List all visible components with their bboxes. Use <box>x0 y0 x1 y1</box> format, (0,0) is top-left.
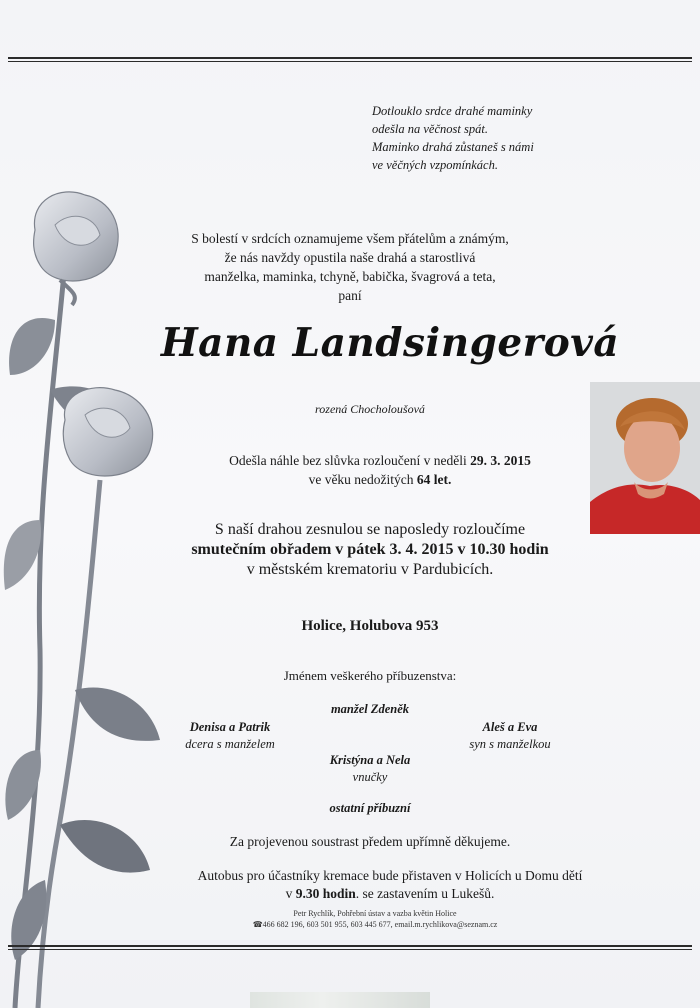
death-age: 64 let. <box>416 472 452 487</box>
rose-head-top <box>34 192 119 305</box>
son-names: Aleš a Eva <box>482 720 538 734</box>
husband-name: manžel Zdeněk <box>330 702 410 716</box>
intro-line: manželka, maminka, tchyně, babička, švagrová a teta, <box>204 269 496 284</box>
daughter-relation: dcera s manželem <box>185 737 275 751</box>
poem-line: ve věčných vzpomínkách. <box>372 158 498 172</box>
top-rule <box>8 57 692 59</box>
ceremony-line2: smutečním obřadem v pátek 3. 4. 2015 v 10.30 hodin <box>191 541 549 558</box>
intro-line: paní <box>338 288 362 303</box>
funeral-service-footer <box>210 908 540 930</box>
ceremony-line1: S naší drahou zesnulou se naposledy rozloučíme <box>214 521 526 538</box>
death-age-text: ve věku nedožitých <box>308 472 417 487</box>
footer-contact: ☎466 682 196, 603 501 955, 603 445 677, email.m.rychlikova@seznam.cz <box>252 920 498 929</box>
address: Holice, Holubova 953 <box>301 618 439 634</box>
grandchildren-names: Kristýna a Nela <box>329 753 411 767</box>
bus-line2-pre: v <box>285 886 296 901</box>
bottom-rule <box>8 945 692 947</box>
family-husband <box>300 701 440 718</box>
family-others <box>300 800 440 817</box>
death-age-line <box>180 470 580 489</box>
ceremony-info <box>170 520 570 580</box>
bus-line1: Autobus pro účastníky kremace bude přistaven v Holicích u Domu dětí <box>197 868 583 883</box>
bus-line2-post: . se zastavením u Lukešů. <box>355 886 495 901</box>
son-relation: syn s manželkou <box>469 737 551 751</box>
family-son <box>440 719 580 753</box>
poem-line: Maminko drahá zůstaneš s námi <box>372 140 534 154</box>
bus-line2 <box>150 885 630 903</box>
bus-info <box>150 867 630 903</box>
portrait-photo <box>590 382 700 534</box>
daughter-names: Denisa a Patrik <box>189 720 271 734</box>
intro-line: S bolestí v srdcích oznamujeme všem přátelům a známým, <box>191 231 509 246</box>
death-date-line <box>180 451 580 470</box>
bus-time: 9.30 hodin <box>295 886 356 901</box>
intro-line: že nás navždy opustila naše drahá a starostlivá <box>224 250 476 265</box>
scan-edge-strip <box>250 992 430 1008</box>
memorial-poem <box>372 102 632 174</box>
other-relatives: ostatní příbuzní <box>329 801 411 815</box>
death-info <box>180 451 580 489</box>
thanks-line: Za projevenou soustrast předem upřímně děkujeme. <box>229 834 511 849</box>
rose-head-bottom <box>63 388 152 476</box>
top-rule-thin <box>8 61 692 62</box>
footer-company: Petr Rychlík, Pohřební ústav a vazba květin Holice <box>293 909 457 918</box>
maiden-name: rozená Chocholoušová <box>315 402 425 416</box>
family-daughter <box>160 719 300 753</box>
poem-line: odešla na věčnost spát. <box>372 122 488 136</box>
ceremony-line3: v městském krematoriu v Pardubicích. <box>246 561 494 578</box>
death-date-text: Odešla náhle bez slůvka rozloučení v neděli <box>229 453 471 468</box>
family-grandchildren <box>300 752 440 786</box>
family-intro: Jménem veškerého příbuzenstva: <box>283 668 457 683</box>
bottom-rule-thin <box>8 949 692 950</box>
announcement-intro <box>170 229 530 305</box>
poem-line: Dotlouklo srdce drahé maminky <box>372 104 533 118</box>
death-date: 29. 3. 2015 <box>470 453 531 468</box>
deceased-name: Hana Landsingerová <box>160 320 620 366</box>
grandchildren-relation: vnučky <box>352 770 388 784</box>
